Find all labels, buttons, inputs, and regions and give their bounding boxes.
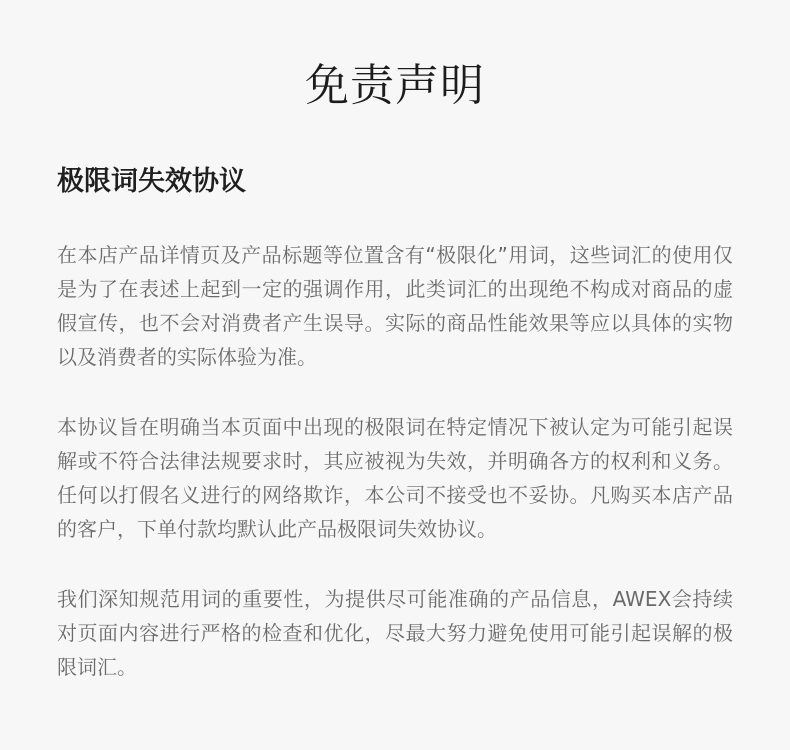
paragraph-agreement-purpose: 本协议旨在明确当本页面中出现的极限词在特定情况下被认定为可能引起误解或不符合法律法规要求时，其应被视为失效，并明确各方的权利和义务。任何以打假名义进行的网络欺诈，本公司不接受也不妥协。凡购买本店产品的客户，下单付款均默认此产品极限词失效协议。: [57, 415, 733, 541]
page-title: 免责声明: [305, 60, 485, 111]
paragraph-extreme-words-usage: 在本店产品详情页及产品标题等位置含有“极限化”用词，这些词汇的使用仅是为了在表述上起到一定的强调作用，此类词汇的出现绝不构成对商品的虚假宣传，也不会对消费者产生误导。实际的商品性能效果等应以具体的实物以及消费者的实际体验为准。: [57, 243, 733, 369]
paragraph-brand-commitment: 我们深知规范用词的重要性，为提供尽可能准确的产品信息，AWEX会持续对页面内容进行严格的检查和优化，尽最大努力避免使用可能引起误解的极限词汇。: [57, 587, 733, 679]
section-heading: 极限词失效协议: [57, 166, 246, 197]
